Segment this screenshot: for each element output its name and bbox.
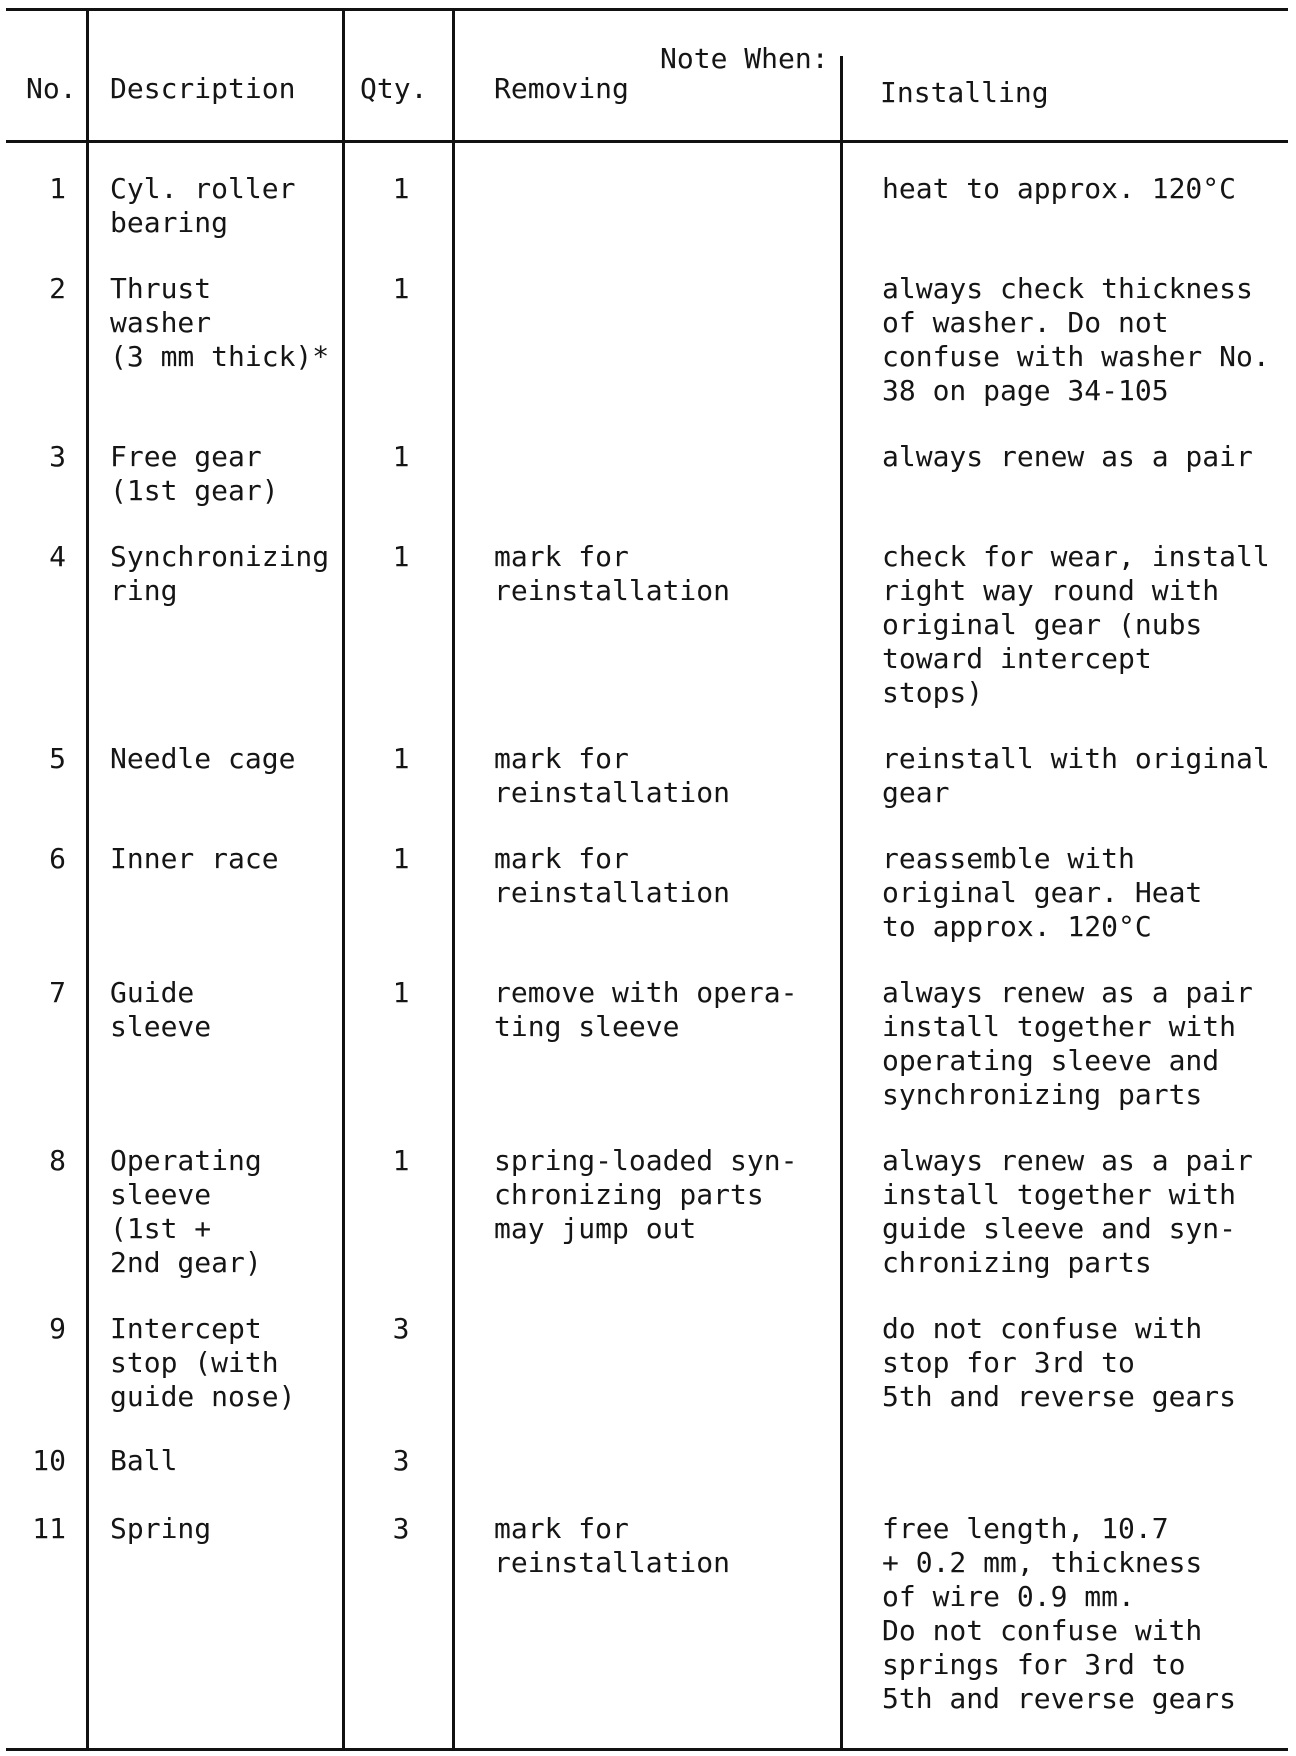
cell-installing: always renew as a pair — [882, 440, 1253, 473]
cell-installing: always renew as a pair install together with operating sleeve and synchronizing parts — [882, 976, 1253, 1111]
cell-installing: heat to approx. 120°C — [882, 172, 1237, 205]
cell-description: Intercept stop (with guide nose) — [110, 1312, 296, 1413]
cell-no: 7 — [49, 976, 66, 1009]
header-removing: Removing — [494, 72, 629, 105]
cell-removing: spring-loaded syn- chronizing parts may jump out — [494, 1144, 798, 1245]
cell-qty: 1 — [392, 976, 410, 1009]
cell-no: 11 — [32, 1512, 66, 1545]
cell-installing: reinstall with original gear — [882, 742, 1270, 809]
cell-qty: 1 — [392, 742, 410, 775]
cell-qty: 1 — [392, 1144, 410, 1177]
cell-no: 4 — [49, 540, 66, 573]
header-bottom-rule — [6, 140, 1288, 143]
cell-description: Guide sleeve — [110, 976, 212, 1043]
cell-no: 9 — [49, 1312, 66, 1345]
table-top-rule — [6, 8, 1288, 11]
cell-installing: do not confuse with stop for 3rd to 5th and reverse gears — [882, 1312, 1237, 1413]
cell-removing: remove with opera- ting sleeve — [494, 976, 798, 1043]
cell-installing: reassemble with original gear. Heat to approx. 120°C — [882, 842, 1203, 943]
cell-description: Spring — [110, 1512, 212, 1545]
cell-qty: 1 — [392, 440, 410, 473]
cell-qty: 1 — [392, 540, 410, 573]
table-bottom-rule — [6, 1748, 1288, 1751]
cell-no: 2 — [49, 272, 66, 305]
header-description: Description — [110, 72, 296, 105]
cell-qty: 3 — [392, 1512, 410, 1545]
cell-qty: 1 — [392, 272, 410, 305]
cell-removing: mark for reinstallation — [494, 742, 731, 809]
cell-installing: check for wear, install right way round with original gear (nubs toward intercept stops) — [882, 540, 1270, 709]
cell-installing: always renew as a pair install together with guide sleeve and syn- chronizing parts — [882, 1144, 1253, 1279]
column-divider-qty — [452, 8, 455, 1750]
column-divider-description — [342, 8, 345, 1750]
cell-no: 1 — [49, 172, 66, 205]
column-divider-removing-installing — [840, 56, 843, 1750]
cell-description: Thrust washer (3 mm thick)* — [110, 272, 330, 373]
cell-no: 3 — [49, 440, 66, 473]
cell-no: 10 — [32, 1444, 66, 1477]
cell-description: Needle cage — [110, 742, 296, 775]
cell-description: Synchronizing ring — [110, 540, 330, 607]
cell-description: Free gear (1st gear) — [110, 440, 279, 507]
cell-qty: 3 — [392, 1312, 410, 1345]
cell-qty: 1 — [392, 172, 410, 205]
header-qty: Qty. — [360, 72, 428, 105]
cell-no: 8 — [49, 1144, 66, 1177]
cell-no: 6 — [49, 842, 66, 875]
cell-description: Cyl. roller bearing — [110, 172, 296, 239]
cell-qty: 3 — [392, 1444, 410, 1477]
cell-no: 5 — [49, 742, 66, 775]
header-installing: Installing — [880, 76, 1049, 109]
cell-description: Ball — [110, 1444, 178, 1477]
cell-removing: mark for reinstallation — [494, 1512, 731, 1579]
header-no: No. — [26, 72, 77, 105]
header-note-when: Note When: — [660, 42, 829, 75]
cell-removing: mark for reinstallation — [494, 540, 731, 607]
cell-installing: always check thickness of washer. Do not confuse with washer No. 38 on page 34-105 — [882, 272, 1270, 407]
cell-installing: free length, 10.7 + 0.2 mm, thickness of wire 0.9 mm. Do not confuse with springs for 3rd to 5th and reverse gears — [882, 1512, 1237, 1715]
cell-description: Inner race — [110, 842, 279, 875]
cell-qty: 1 — [392, 842, 410, 875]
column-divider-no — [86, 8, 89, 1750]
cell-removing: mark for reinstallation — [494, 842, 731, 909]
cell-description: Operating sleeve (1st + 2nd gear) — [110, 1144, 262, 1279]
